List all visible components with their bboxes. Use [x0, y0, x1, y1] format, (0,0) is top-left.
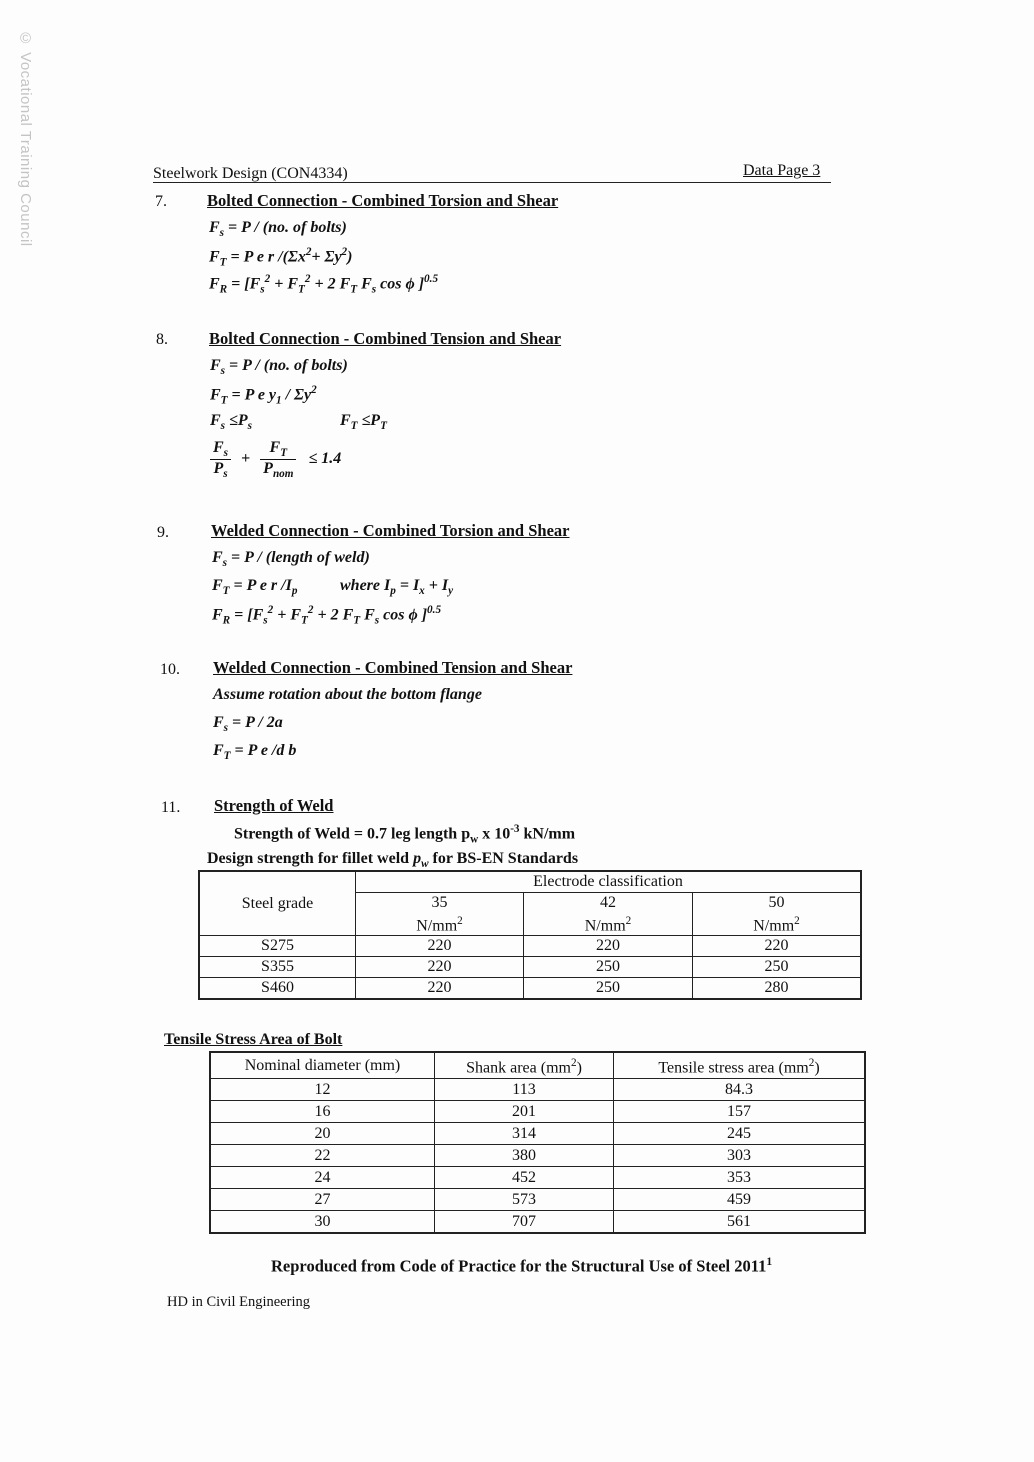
- s8-formula-fs: $F_s = P / (no$. of bolts): [210, 357, 348, 378]
- watermark: © Vocational Training Council: [17, 30, 34, 247]
- table-row: [199, 936, 861, 957]
- weld-cell: 220: [356, 957, 524, 978]
- bolt-stress-area-table: [209, 1051, 866, 1234]
- s11-weld-strength-formula: Strength of Weld = 0.7 leg length $p_w$ x $10^{-3}$ kN/mm: [234, 823, 576, 846]
- table-row: [210, 1189, 865, 1211]
- bolt-cell: 84.3: [614, 1079, 866, 1101]
- table-row: [210, 1101, 865, 1123]
- weld-cell: 250: [524, 978, 693, 1000]
- weld-cell: 220: [693, 936, 862, 957]
- weld-cell: 250: [693, 957, 862, 978]
- section-11-number: 11.: [161, 799, 181, 816]
- s8-interaction-formula: $\frac{F_s}{P_s}$ + $\frac{F_T}{P_{nom}}$ ≤ 1.4: [210, 439, 341, 480]
- weld-table-header-e50: 50 $N/mm^2$: [693, 893, 862, 936]
- weld-cell: S355: [199, 957, 356, 978]
- section-9-title: Welded Connection - Combined Torsion and Shear: [211, 521, 570, 540]
- reproduced-note: Reproduced from Code of Practice for the Structural Use of Steel 2011$^1$: [271, 1256, 773, 1276]
- weld-cell: 250: [524, 957, 693, 978]
- bolt-cell: 303: [614, 1145, 866, 1167]
- s8-condition-tension: $F_T \le P_T$: [340, 412, 387, 433]
- table-row: [210, 1211, 865, 1234]
- s7-formula-ft: $F_T = P$ e r $/(\Sigma x^2+ \Sigma y^2)$: [209, 246, 353, 269]
- bolt-cell: 27: [210, 1189, 435, 1211]
- section-10-number: 10.: [160, 661, 180, 678]
- bolt-table-header-tensile: Tensile stress area $(mm^2)$: [614, 1052, 866, 1079]
- bolt-cell: 707: [435, 1211, 614, 1234]
- s7-formula-fr: $F_R = [F_s^2 + F_T^2 + 2$ $F_T$ $F_s$ cos ϕ ]$^{0.5}$: [209, 273, 439, 296]
- section-10-title: Welded Connection - Combined Tension and Shear: [213, 658, 573, 677]
- bolt-cell: 380: [435, 1145, 614, 1167]
- bolt-cell: 12: [210, 1079, 435, 1101]
- weld-cell: 220: [524, 936, 693, 957]
- bolt-cell: 113: [435, 1079, 614, 1101]
- bolt-cell: 573: [435, 1189, 614, 1211]
- bolt-cell: 20: [210, 1123, 435, 1145]
- bolt-table-header-shank: Shank area $(mm^2)$: [435, 1052, 614, 1079]
- s8-formula-ft: $F_T = P$ e $y_1 / \Sigma y^2$: [210, 384, 317, 407]
- footer-program: HD in Civil Engineering: [167, 1294, 310, 1310]
- weld-table-header-electrode: Electrode classification: [356, 871, 862, 893]
- bolt-table-header-diameter: Nominal diameter (mm): [210, 1052, 435, 1079]
- s10-assumption: Assume rotation about the bottom flange: [213, 686, 482, 703]
- weld-table-caption: Design strength for fillet weld $p_w$ for BS-EN Standards: [207, 850, 579, 871]
- weld-cell: 220: [356, 936, 524, 957]
- s9-formula-fs: $F_s = P$ / (length of weld): [212, 549, 370, 570]
- weld-cell: S275: [199, 936, 356, 957]
- s9-formula-fr: $F_R = [F_s^2 + F_T^2 + 2$ $F_T$ $F_s$ cos ϕ ]$^{0.5}$: [212, 604, 442, 627]
- header-page-label: Data Page 3: [743, 162, 821, 179]
- weld-table-header-e35: 35 $N/mm^2$: [356, 893, 524, 936]
- section-11-title: Strength of Weld: [214, 796, 334, 815]
- table-row: [210, 1167, 865, 1189]
- weld-table-header-e42: 42 $N/mm^2$: [524, 893, 693, 936]
- section-8-number: 8.: [156, 331, 168, 348]
- section-8-title: Bolted Connection - Combined Tension and Shear: [209, 329, 562, 348]
- bolt-cell: 30: [210, 1211, 435, 1234]
- bolt-cell: 157: [614, 1101, 866, 1123]
- s8-condition-shear: $F_s \le P_s$: [210, 412, 252, 433]
- bolt-cell: 245: [614, 1123, 866, 1145]
- section-7-title: Bolted Connection - Combined Torsion and Shear: [207, 191, 559, 210]
- table-row: [199, 957, 861, 978]
- s9-formula-where: where $I_p = I_x + I_y$: [340, 577, 454, 598]
- s9-formula-ft: $F_T = P$ e r $/I_p$: [212, 577, 298, 598]
- section-9-number: 9.: [157, 524, 169, 541]
- bolt-cell: 452: [435, 1167, 614, 1189]
- bolt-cell: 459: [614, 1189, 866, 1211]
- section-7-number: 7.: [155, 193, 167, 210]
- table-row: [210, 1079, 865, 1101]
- weld-cell: 220: [356, 978, 524, 1000]
- weld-cell: S460: [199, 978, 356, 1000]
- bolt-cell: 201: [435, 1101, 614, 1123]
- table-row: [210, 1145, 865, 1167]
- bolt-cell: 353: [614, 1167, 866, 1189]
- bolt-cell: 314: [435, 1123, 614, 1145]
- weld-cell: 280: [693, 978, 862, 1000]
- s10-formula-ft: $F_T = P$ e /d b: [213, 742, 297, 763]
- s10-formula-fs: $F_s = P / 2a$: [213, 714, 283, 735]
- bolt-table-caption: Tensile Stress Area of Bolt: [164, 1031, 343, 1048]
- bolt-cell: 561: [614, 1211, 866, 1234]
- header-rule: [153, 182, 831, 183]
- weld-table-header-steel-grade: Steel grade: [199, 871, 356, 936]
- s7-formula-fs: $F_s = P / (no$. of bolts): [209, 219, 347, 240]
- table-row: [210, 1123, 865, 1145]
- table-row: [199, 978, 861, 1000]
- bolt-cell: 22: [210, 1145, 435, 1167]
- bolt-cell: 16: [210, 1101, 435, 1123]
- weld-strength-table: [198, 870, 862, 1000]
- header-course-title: Steelwork Design (CON4334): [153, 165, 348, 182]
- bolt-cell: 24: [210, 1167, 435, 1189]
